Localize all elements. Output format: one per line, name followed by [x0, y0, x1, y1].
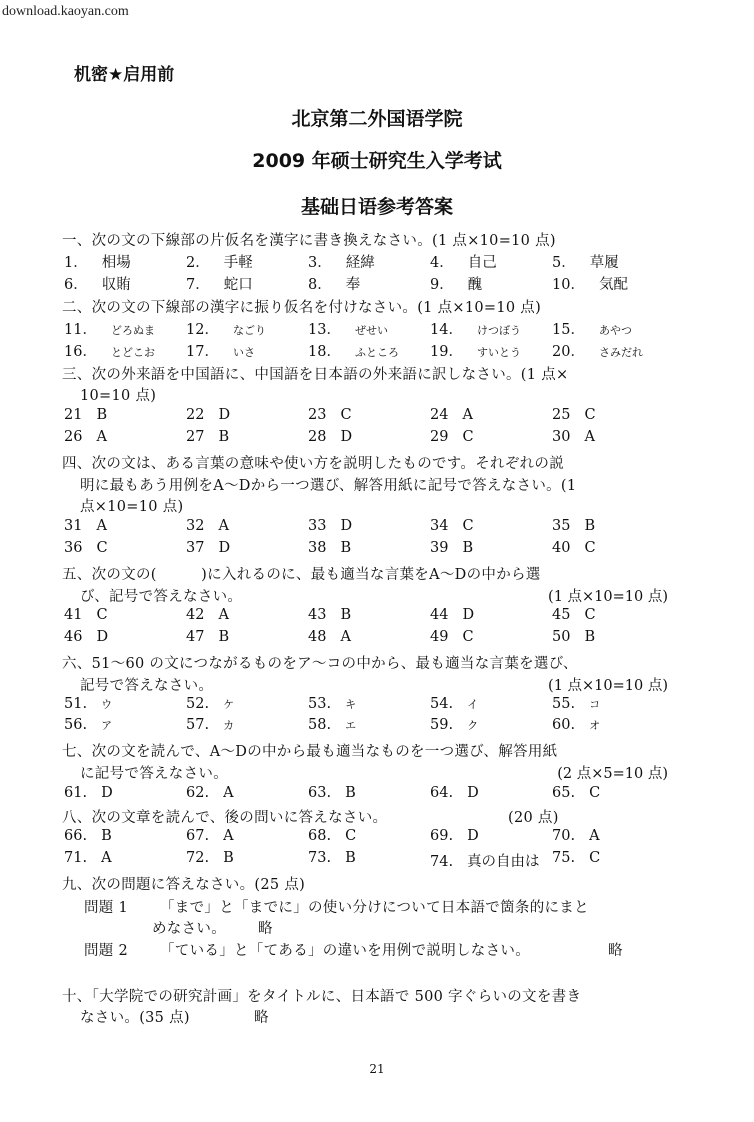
question-number: 38: [308, 540, 327, 556]
answer-value: 真の自由は: [467, 854, 540, 870]
section-4-title: 四、次の文は、ある言葉の意味や使い方を説明したものです。それぞれの説: [62, 456, 565, 472]
question-number: 63.: [308, 785, 332, 801]
answer-value: C: [345, 828, 357, 844]
answer-value: C: [462, 429, 474, 445]
question-number: 71.: [64, 850, 88, 866]
answer-value: D: [101, 785, 113, 801]
answer-value: C: [462, 629, 474, 645]
question-number: 18．: [308, 344, 341, 360]
answer-value: ウ: [101, 698, 113, 711]
section-10-answer: 略: [254, 1010, 269, 1026]
answer-item: [552, 717, 600, 733]
question-number: 15．: [552, 322, 585, 338]
question-number: 19．: [430, 344, 463, 360]
question-number: 53.: [308, 696, 332, 712]
answer-item: [430, 607, 474, 623]
answer-item: [308, 251, 375, 272]
question-number: 51.: [64, 696, 88, 712]
question-number: 24: [430, 407, 449, 423]
question-number: 60.: [552, 717, 576, 733]
question-number: 27: [186, 429, 205, 445]
answer-value: エ: [345, 719, 357, 732]
answer-item: [186, 785, 234, 801]
question-number: 31: [64, 518, 83, 534]
answer-value: 自己: [467, 255, 497, 271]
answer-item: [552, 429, 595, 445]
answer-value: B: [584, 629, 596, 645]
section-8-title: 八、次の文章を読んで、後の問いに答えなさい。: [62, 810, 388, 826]
answer-row: [64, 318, 694, 338]
answer-value: B: [223, 850, 234, 866]
question-number: 58.: [308, 717, 332, 733]
question-number: 32: [186, 518, 205, 534]
question-number: 55.: [552, 696, 576, 712]
answer-value: A: [101, 850, 112, 866]
question-1-label: 問題 1: [84, 900, 129, 916]
answer-value: D: [340, 429, 353, 445]
question-number: 59.: [430, 717, 454, 733]
answer-value: ア: [101, 719, 113, 732]
question-number: 37: [186, 540, 205, 556]
answer-row: [64, 273, 694, 293]
question-number: 56.: [64, 717, 88, 733]
question-number: 46: [64, 629, 83, 645]
answer-value: A: [584, 429, 595, 445]
question-number: 64.: [430, 785, 454, 801]
question-number: 57.: [186, 717, 210, 733]
answer-item: [186, 828, 234, 844]
question-number: 23: [308, 407, 327, 423]
answer-value: ケ: [223, 698, 235, 711]
answer-value: B: [218, 629, 230, 645]
answer-value: ふところ: [354, 346, 399, 359]
question-number: 65.: [552, 785, 576, 801]
answer-item: [308, 518, 352, 534]
question-1-text: 「まで」と「までに」の使い分けについて日本語で箇条的にまと: [160, 900, 589, 916]
answer-row: [64, 696, 694, 716]
question-number: 21: [64, 407, 83, 423]
answer-value: 相場: [101, 255, 131, 271]
question-number: 2．: [186, 255, 210, 271]
question-number: 25: [552, 407, 571, 423]
question-number: 20．: [552, 344, 585, 360]
answer-item: [308, 717, 356, 733]
answer-item: [186, 717, 234, 733]
answer-value: キ: [345, 698, 357, 711]
answer-value: けつぼう: [476, 324, 521, 337]
answer-item: [64, 850, 112, 866]
answer-item: [552, 785, 600, 801]
question-number: 68.: [308, 828, 332, 844]
answer-row: [64, 629, 694, 649]
answer-item: [64, 318, 155, 339]
question-number: 22: [186, 407, 205, 423]
answer-value: D: [340, 518, 353, 534]
section-6-title: 六、51～60 の文につながるものをア～コの中から、最も適当な言葉を選び、: [62, 656, 578, 672]
answer-item: [430, 518, 474, 534]
answer-item: [552, 518, 595, 534]
answer-value: A: [223, 785, 234, 801]
section-5-title-cont: び、記号で答えなさい。: [80, 589, 243, 605]
question-number: 74.: [430, 854, 454, 870]
answer-row: [64, 340, 694, 360]
answer-value: C: [462, 518, 474, 534]
answer-value: B: [101, 828, 112, 844]
answer-item: [308, 607, 351, 623]
school-title: 北京第二外国语学院: [291, 108, 463, 130]
question-number: 47: [186, 629, 205, 645]
answer-item: [64, 540, 108, 556]
question-number: 69.: [430, 828, 454, 844]
answer-item: [186, 273, 253, 294]
answer-item: [64, 340, 155, 361]
answer-item: [64, 407, 107, 423]
answer-item: [308, 540, 351, 556]
answer-item: [64, 717, 112, 733]
answer-item: [64, 828, 112, 844]
answer-item: [552, 828, 600, 844]
answer-value: さみだれ: [598, 346, 643, 359]
answer-value: いさ: [232, 346, 255, 359]
answer-item: [552, 318, 632, 339]
answer-value: C: [584, 407, 596, 423]
answer-value: 経緯: [345, 255, 375, 271]
answer-value: D: [467, 785, 479, 801]
answer-value: A: [96, 429, 107, 445]
answer-item: [308, 629, 351, 645]
section-3-title: 三、次の外来語を中国語に、中国語を日本語の外来語に訳しなさい。(1 点×: [62, 367, 569, 383]
question-number: 13．: [308, 322, 341, 338]
answer-item: [430, 717, 478, 733]
question-number: 36: [64, 540, 83, 556]
question-number: 39: [430, 540, 449, 556]
answer-item: [430, 273, 482, 294]
answer-value: D: [96, 629, 109, 645]
question-number: 29: [430, 429, 449, 445]
answer-row: [64, 607, 694, 627]
answer-item: [430, 318, 521, 339]
answer-item: [430, 540, 473, 556]
answer-value: D: [218, 407, 231, 423]
answer-value: B: [340, 607, 352, 623]
answer-item: [308, 407, 352, 423]
answer-item: [552, 607, 596, 623]
answer-value: A: [218, 607, 229, 623]
answer-row: [64, 785, 694, 805]
answer-item: [308, 828, 356, 844]
section-7-title-cont: に記号で答えなさい。: [80, 766, 228, 782]
answer-value: B: [345, 850, 356, 866]
answer-item: [186, 518, 229, 534]
answer-item: [186, 429, 229, 445]
answer-item: [552, 540, 596, 556]
answer-value: B: [340, 540, 352, 556]
answer-value: C: [584, 540, 596, 556]
question-number: 49: [430, 629, 449, 645]
answer-value: C: [96, 540, 108, 556]
answer-item: [64, 607, 108, 623]
section-6-title-cont: 記号で答えなさい。: [80, 678, 214, 694]
answer-value: C: [340, 407, 352, 423]
answer-value: どろぬま: [110, 324, 155, 337]
question-number: 67.: [186, 828, 210, 844]
question-number: 45: [552, 607, 571, 623]
question-number: 41: [64, 607, 83, 623]
answer-value: A: [462, 407, 473, 423]
question-number: 52.: [186, 696, 210, 712]
answer-item: [308, 785, 356, 801]
question-number: 16．: [64, 344, 97, 360]
section-4-title-cont2: 点×10=10 点): [80, 499, 184, 515]
section-4-title-cont: 明に最もあう用例をA～Dから一つ選び、解答用紙に記号で答えなさい。(1: [80, 478, 577, 494]
answer-value: なごり: [232, 324, 266, 337]
answer-item: [308, 850, 356, 866]
section-7-title: 七、次の文を読んで、A～Dの中から最も適当なものを一つ選び、解答用紙: [62, 744, 558, 760]
answer-value: D: [462, 607, 475, 623]
answer-value: 収賄: [101, 277, 131, 293]
question-number: 11．: [64, 322, 97, 338]
answer-value: とどこお: [110, 346, 155, 359]
section-5-points: (1 点×10=10 点): [548, 589, 668, 605]
answer-value: A: [96, 518, 107, 534]
answer-item: [64, 696, 112, 712]
answer-value: B: [345, 785, 356, 801]
answer-value: A: [340, 629, 351, 645]
question-number: 50: [552, 629, 571, 645]
section-10-title-cont: なさい。(35 点): [80, 1010, 190, 1026]
question-number: 8．: [308, 277, 332, 293]
answer-item: [186, 340, 255, 361]
answer-row: [64, 717, 694, 737]
question-number: 33: [308, 518, 327, 534]
answer-value: A: [223, 828, 234, 844]
answer-item: [186, 850, 234, 866]
question-number: 28: [308, 429, 327, 445]
answer-value: ぜせい: [354, 324, 388, 337]
question-number: 17．: [186, 344, 219, 360]
answer-item: [186, 696, 234, 712]
answer-item: [430, 340, 521, 361]
answer-item: [430, 629, 474, 645]
section-3-title-cont: 10=10 点): [80, 388, 157, 404]
question-number: 72.: [186, 850, 210, 866]
answer-value: すいとう: [476, 346, 521, 359]
question-number: 44: [430, 607, 449, 623]
exam-title: 2009 年硕士研究生入学考试: [252, 150, 502, 172]
section-2-title: 二、次の文の下線部の漢字に振り仮名を付けなさい。(1 点×10=10 点): [62, 300, 542, 316]
question-number: 73.: [308, 850, 332, 866]
question-number: 7．: [186, 277, 210, 293]
answer-item: [308, 273, 360, 294]
answer-item: [186, 607, 229, 623]
answer-value: 蛇口: [223, 277, 253, 293]
answer-item: [186, 629, 229, 645]
answer-row: [64, 828, 694, 848]
answer-row: [64, 251, 694, 271]
question-number: 5．: [552, 255, 576, 271]
answer-row: [64, 850, 694, 870]
answer-value: B: [462, 540, 474, 556]
answer-value: B: [96, 407, 108, 423]
answer-item: [308, 318, 388, 339]
answer-item: [552, 850, 600, 866]
question-number: 34: [430, 518, 449, 534]
question-2-answer: 略: [608, 943, 623, 959]
answer-item: [430, 785, 479, 801]
answer-value: C: [589, 850, 601, 866]
question-1-answer: 略: [258, 921, 273, 937]
answer-row: [64, 540, 694, 560]
section-6-points: (1 点×10=10 点): [548, 678, 668, 694]
answer-value: B: [584, 518, 596, 534]
question-number: 14．: [430, 322, 463, 338]
answer-item: [430, 251, 497, 272]
question-number: 40: [552, 540, 571, 556]
answer-value: 奉: [345, 277, 361, 293]
answer-value: オ: [589, 719, 601, 732]
answer-item: [186, 251, 253, 272]
answer-item: [552, 407, 596, 423]
question-number: 43: [308, 607, 327, 623]
answer-value: 気配: [598, 277, 628, 293]
question-number: 66.: [64, 828, 88, 844]
answer-value: コ: [589, 698, 601, 711]
answer-item: [64, 273, 131, 294]
answer-item: [308, 696, 356, 712]
answer-value: C: [589, 785, 601, 801]
question-number: 42: [186, 607, 205, 623]
answer-value: 醜: [467, 277, 483, 293]
answer-item: [308, 340, 399, 361]
question-number: 30: [552, 429, 571, 445]
answer-item: [186, 407, 230, 423]
question-number: 1．: [64, 255, 88, 271]
question-number: 26: [64, 429, 83, 445]
answer-item: [552, 251, 619, 272]
question-number: 75.: [552, 850, 576, 866]
answer-item: [308, 429, 352, 445]
answer-row: [64, 518, 694, 538]
section-10-title: 十、「大学院での研究計画」をタイトルに、日本語で 500 字ぐらいの文を書き: [62, 989, 582, 1005]
question-2-label: 問題 2: [84, 943, 129, 959]
answer-value: C: [96, 607, 108, 623]
confidential-mark: 机密★启用前: [74, 65, 175, 85]
section-8-points: (20 点): [508, 810, 559, 826]
answer-item: [552, 696, 600, 712]
question-number: 48: [308, 629, 327, 645]
section-9-title: 九、次の問題に答えなさい。(25 点): [62, 877, 306, 893]
question-2-text: 「ている」と「てある」の違いを用例で説明しなさい。: [160, 943, 530, 959]
answer-item: [430, 850, 540, 871]
answer-value: D: [218, 540, 231, 556]
answer-item: [430, 696, 478, 712]
answer-value: 草履: [589, 255, 619, 271]
question-1-text-cont: めなさい。: [152, 921, 226, 937]
answer-value: C: [584, 607, 596, 623]
answer-item: [64, 429, 107, 445]
answer-item: [552, 340, 643, 361]
page-number: 21: [369, 1062, 385, 1076]
answer-value: ク: [467, 719, 479, 732]
question-number: 6．: [64, 277, 88, 293]
question-number: 4．: [430, 255, 454, 271]
answer-value: A: [218, 518, 229, 534]
question-number: 35: [552, 518, 571, 534]
answer-item: [430, 429, 474, 445]
answer-value: A: [589, 828, 600, 844]
answer-value: カ: [223, 719, 235, 732]
answer-value: 手軽: [223, 255, 253, 271]
answer-item: [430, 407, 473, 423]
answer-value: B: [218, 429, 230, 445]
answer-row: [64, 429, 694, 449]
answer-item: [64, 518, 107, 534]
question-number: 70.: [552, 828, 576, 844]
answer-item: [430, 828, 479, 844]
answer-item: [552, 273, 628, 294]
question-number: 10．: [552, 277, 585, 293]
question-number: 3．: [308, 255, 332, 271]
answer-item: [64, 785, 113, 801]
answer-item: [64, 251, 131, 272]
subject-title: 基础日语参考答案: [300, 196, 453, 218]
answer-item: [186, 540, 230, 556]
question-number: 9．: [430, 277, 454, 293]
answer-item: [186, 318, 266, 339]
answer-row: [64, 407, 694, 427]
section-7-points: (2 点×5=10 点): [557, 766, 668, 782]
question-number: 54.: [430, 696, 454, 712]
answer-item: [552, 629, 595, 645]
answer-value: D: [467, 828, 479, 844]
question-number: 61.: [64, 785, 88, 801]
question-number: 62.: [186, 785, 210, 801]
answer-value: あやつ: [598, 324, 632, 337]
section-5-title: 五、次の文の( )に入れるのに、最も適当な言葉をA～Dの中から選: [62, 567, 541, 583]
answer-item: [64, 629, 108, 645]
source-watermark: download.kaoyan.com: [2, 4, 129, 19]
question-number: 12．: [186, 322, 219, 338]
section-1-title: 一、次の文の下線部の片仮名を漢字に書き換えなさい。(1 点×10=10 点): [62, 233, 556, 249]
answer-value: イ: [467, 698, 479, 711]
